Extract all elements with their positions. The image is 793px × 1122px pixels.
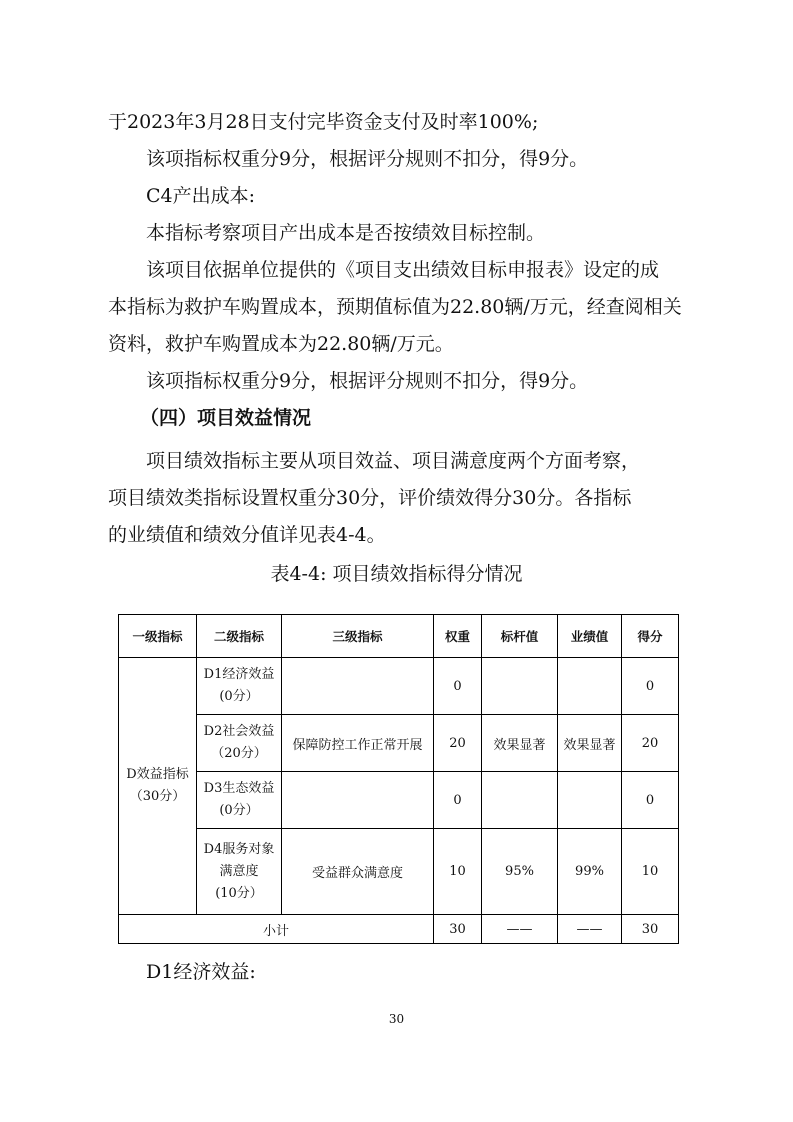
benchmark-cell [482,658,558,715]
level2-name: D1经济效益 [203,667,275,682]
performance-cell: 99% [558,829,622,915]
level2-name: D2社会效益 [203,724,275,739]
column-header: 得分 [622,615,679,658]
column-header: 三级指标 [282,615,434,658]
level2-cell [197,658,282,715]
paragraph-line: 项目绩效指标主要从项目效益、项目满意度两个方面考察， [146,450,641,472]
table-row [119,658,679,715]
performance-cell [558,772,622,829]
level1-cell [119,658,197,915]
table-caption: 表4-4: 项目绩效指标得分情况 [270,563,523,585]
level2-cell [197,829,282,915]
paragraph-line: 本指标为救护车购置成本，预期值标值为22.80辆/万元，经查阅相关 [108,296,682,318]
score-cell: 10 [622,829,679,915]
table-row [119,829,679,915]
score-cell: 20 [622,715,679,772]
level2-name: D4服务对象 [203,841,275,857]
column-header: 标杆值 [482,615,558,658]
weight-cell: 0 [434,658,482,715]
weight-cell: 10 [434,829,482,915]
table-row [119,715,679,772]
level3-cell [282,772,434,829]
paragraph-line: 的业绩值和绩效分值详见表4-4。 [108,524,386,546]
column-header: 权重 [434,615,482,658]
page-number: 30 [388,1012,405,1026]
paragraph-line: 该项指标权重分9分，根据评分规则不扣分，得9分。 [146,148,589,170]
subheading: D1经济效益: [146,961,256,983]
level3-cell: 受益群众满意度 [282,829,434,915]
benchmark-cell: 95% [482,829,558,915]
paragraph-line: 该项目依据单位提供的《项目支出绩效目标申报表》设定的成 [146,259,660,281]
subtotal-row [119,915,679,944]
score-cell: 30 [622,915,679,944]
paragraph-line: 项目绩效类指标设置权重分30分，评价绩效得分30分。各指标 [108,487,632,509]
benchmark-cell: —— [482,915,558,944]
benchmark-cell [482,772,558,829]
weight-cell: 0 [434,772,482,829]
score-cell: 0 [622,658,679,715]
performance-cell [558,658,622,715]
weight-cell: 20 [434,715,482,772]
level2-points: (0分） [219,803,259,818]
performance-cell: —— [558,915,622,944]
level1-name: D效益指标 [126,767,189,782]
weight-cell: 30 [434,915,482,944]
level2-points: (0分） [219,689,259,704]
level2-cell [197,772,282,829]
table-header-row [119,615,679,658]
column-header: 一级指标 [119,615,197,658]
table-row [119,772,679,829]
section-heading: （四）项目效益情况 [140,407,312,429]
level2-name: D3生态效益 [203,781,275,796]
level3-cell: 保障防控工作正常开展 [282,715,434,772]
benchmark-cell: 效果显著 [482,715,558,772]
subheading: C4产出成本: [146,185,256,207]
level1-points: （30分） [129,789,186,804]
level2-points: （20分） [211,746,267,761]
column-header: 二级指标 [197,615,282,658]
paragraph-line: 该项指标权重分9分，根据评分规则不扣分，得9分。 [146,370,589,392]
score-cell: 0 [622,772,679,829]
paragraph-line: 本指标考察项目产出成本是否按绩效目标控制。 [146,222,546,244]
level2-cell [197,715,282,772]
performance-cell: 效果显著 [558,715,622,772]
level2-points: (10分） [215,885,263,901]
column-header: 业绩值 [558,615,622,658]
paragraph-line: 于2023年3月28日支付完毕资金支付及时率100%; [108,111,539,133]
level3-cell [282,658,434,715]
subtotal-label: 小计 [119,915,434,944]
level2-name-cont: 满意度 [219,863,259,879]
performance-table [118,614,679,944]
paragraph-line: 资料，救护车购置成本为22.80辆/万元。 [108,333,454,355]
